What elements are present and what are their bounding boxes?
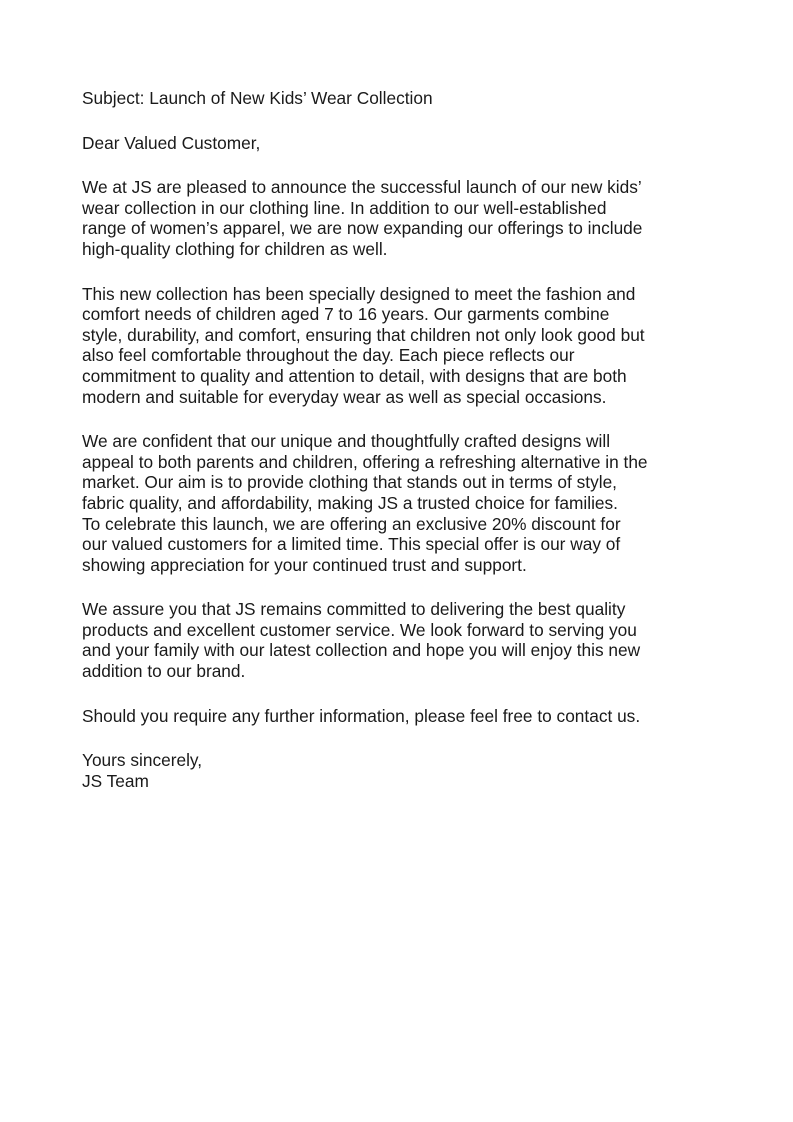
paragraph-line: We assure you that JS remains committed to delivering the best quality [82,599,626,620]
subject-text: Subject: Launch of New Kids’ Wear Collection [82,88,433,108]
paragraph-line: This new collection has been specially designed to meet the fashion and [82,283,636,304]
paragraph-line: addition to our brand. [82,661,246,682]
sign-off [82,750,742,791]
paragraph-line: range of women’s apparel, we are now expanding our offerings to include [82,218,643,239]
paragraph-line: To celebrate this launch, we are offering an exclusive 20% discount for [82,513,621,534]
paragraph-discount-offer [82,431,742,575]
paragraph-line: commitment to quality and attention to detail, with designs that are both [82,365,627,386]
paragraph-line: comfort needs of children aged 7 to 16 years. Our garments combine [82,304,610,325]
paragraph-line: We are confident that our unique and thoughtfully crafted designs will [82,431,611,452]
letter-body [82,88,742,791]
spacer [82,575,742,599]
paragraph-line: style, durability, and comfort, ensuring that children not only look good but [82,324,645,345]
paragraph-commitment [82,599,742,681]
paragraph-line: fabric quality, and affordability, making JS a trusted choice for families. [82,492,618,513]
paragraph-line: modern and suitable for everyday wear as well as special occasions. [82,386,607,407]
paragraph-line: also feel comfortable throughout the day. Each piece reflects our [82,345,575,366]
paragraph-line: showing appreciation for your continued trust and support. [82,554,527,575]
paragraph-line: and your family with our latest collection and hope you will enjoy this new [82,640,641,661]
spacer [82,682,742,706]
paragraph-announcement [82,177,742,259]
spacer [82,260,742,284]
spacer [82,153,742,177]
spacer [82,109,742,133]
paragraph-line: our valued customers for a limited time. This special offer is our way of [82,534,621,555]
paragraph-line: market. Our aim is to provide clothing that stands out in terms of style, [82,472,617,493]
paragraph-line: appeal to both parents and children, offering a refreshing alternative in the [82,451,648,472]
paragraph-line: We at JS are pleased to announce the successful launch of our new kids’ [82,177,642,198]
spacer [82,407,742,431]
paragraph-line: Should you require any further information, please feel free to contact us. [82,705,641,726]
paragraph-collection-details [82,284,742,408]
paragraph-line: products and excellent customer service. We look forward to serving you [82,619,637,640]
closing-text: Yours sincerely, [82,750,203,771]
paragraph-line: high-quality clothing for children as well. [82,238,388,259]
paragraph-line: wear collection in our clothing line. In addition to our well-established [82,197,607,218]
spacer [82,726,742,750]
signature-text: JS Team [82,770,149,791]
salutation-text: Dear Valued Customer, [82,132,261,153]
salutation [82,133,742,154]
paragraph-contact [82,706,742,727]
subject-line [82,88,742,109]
